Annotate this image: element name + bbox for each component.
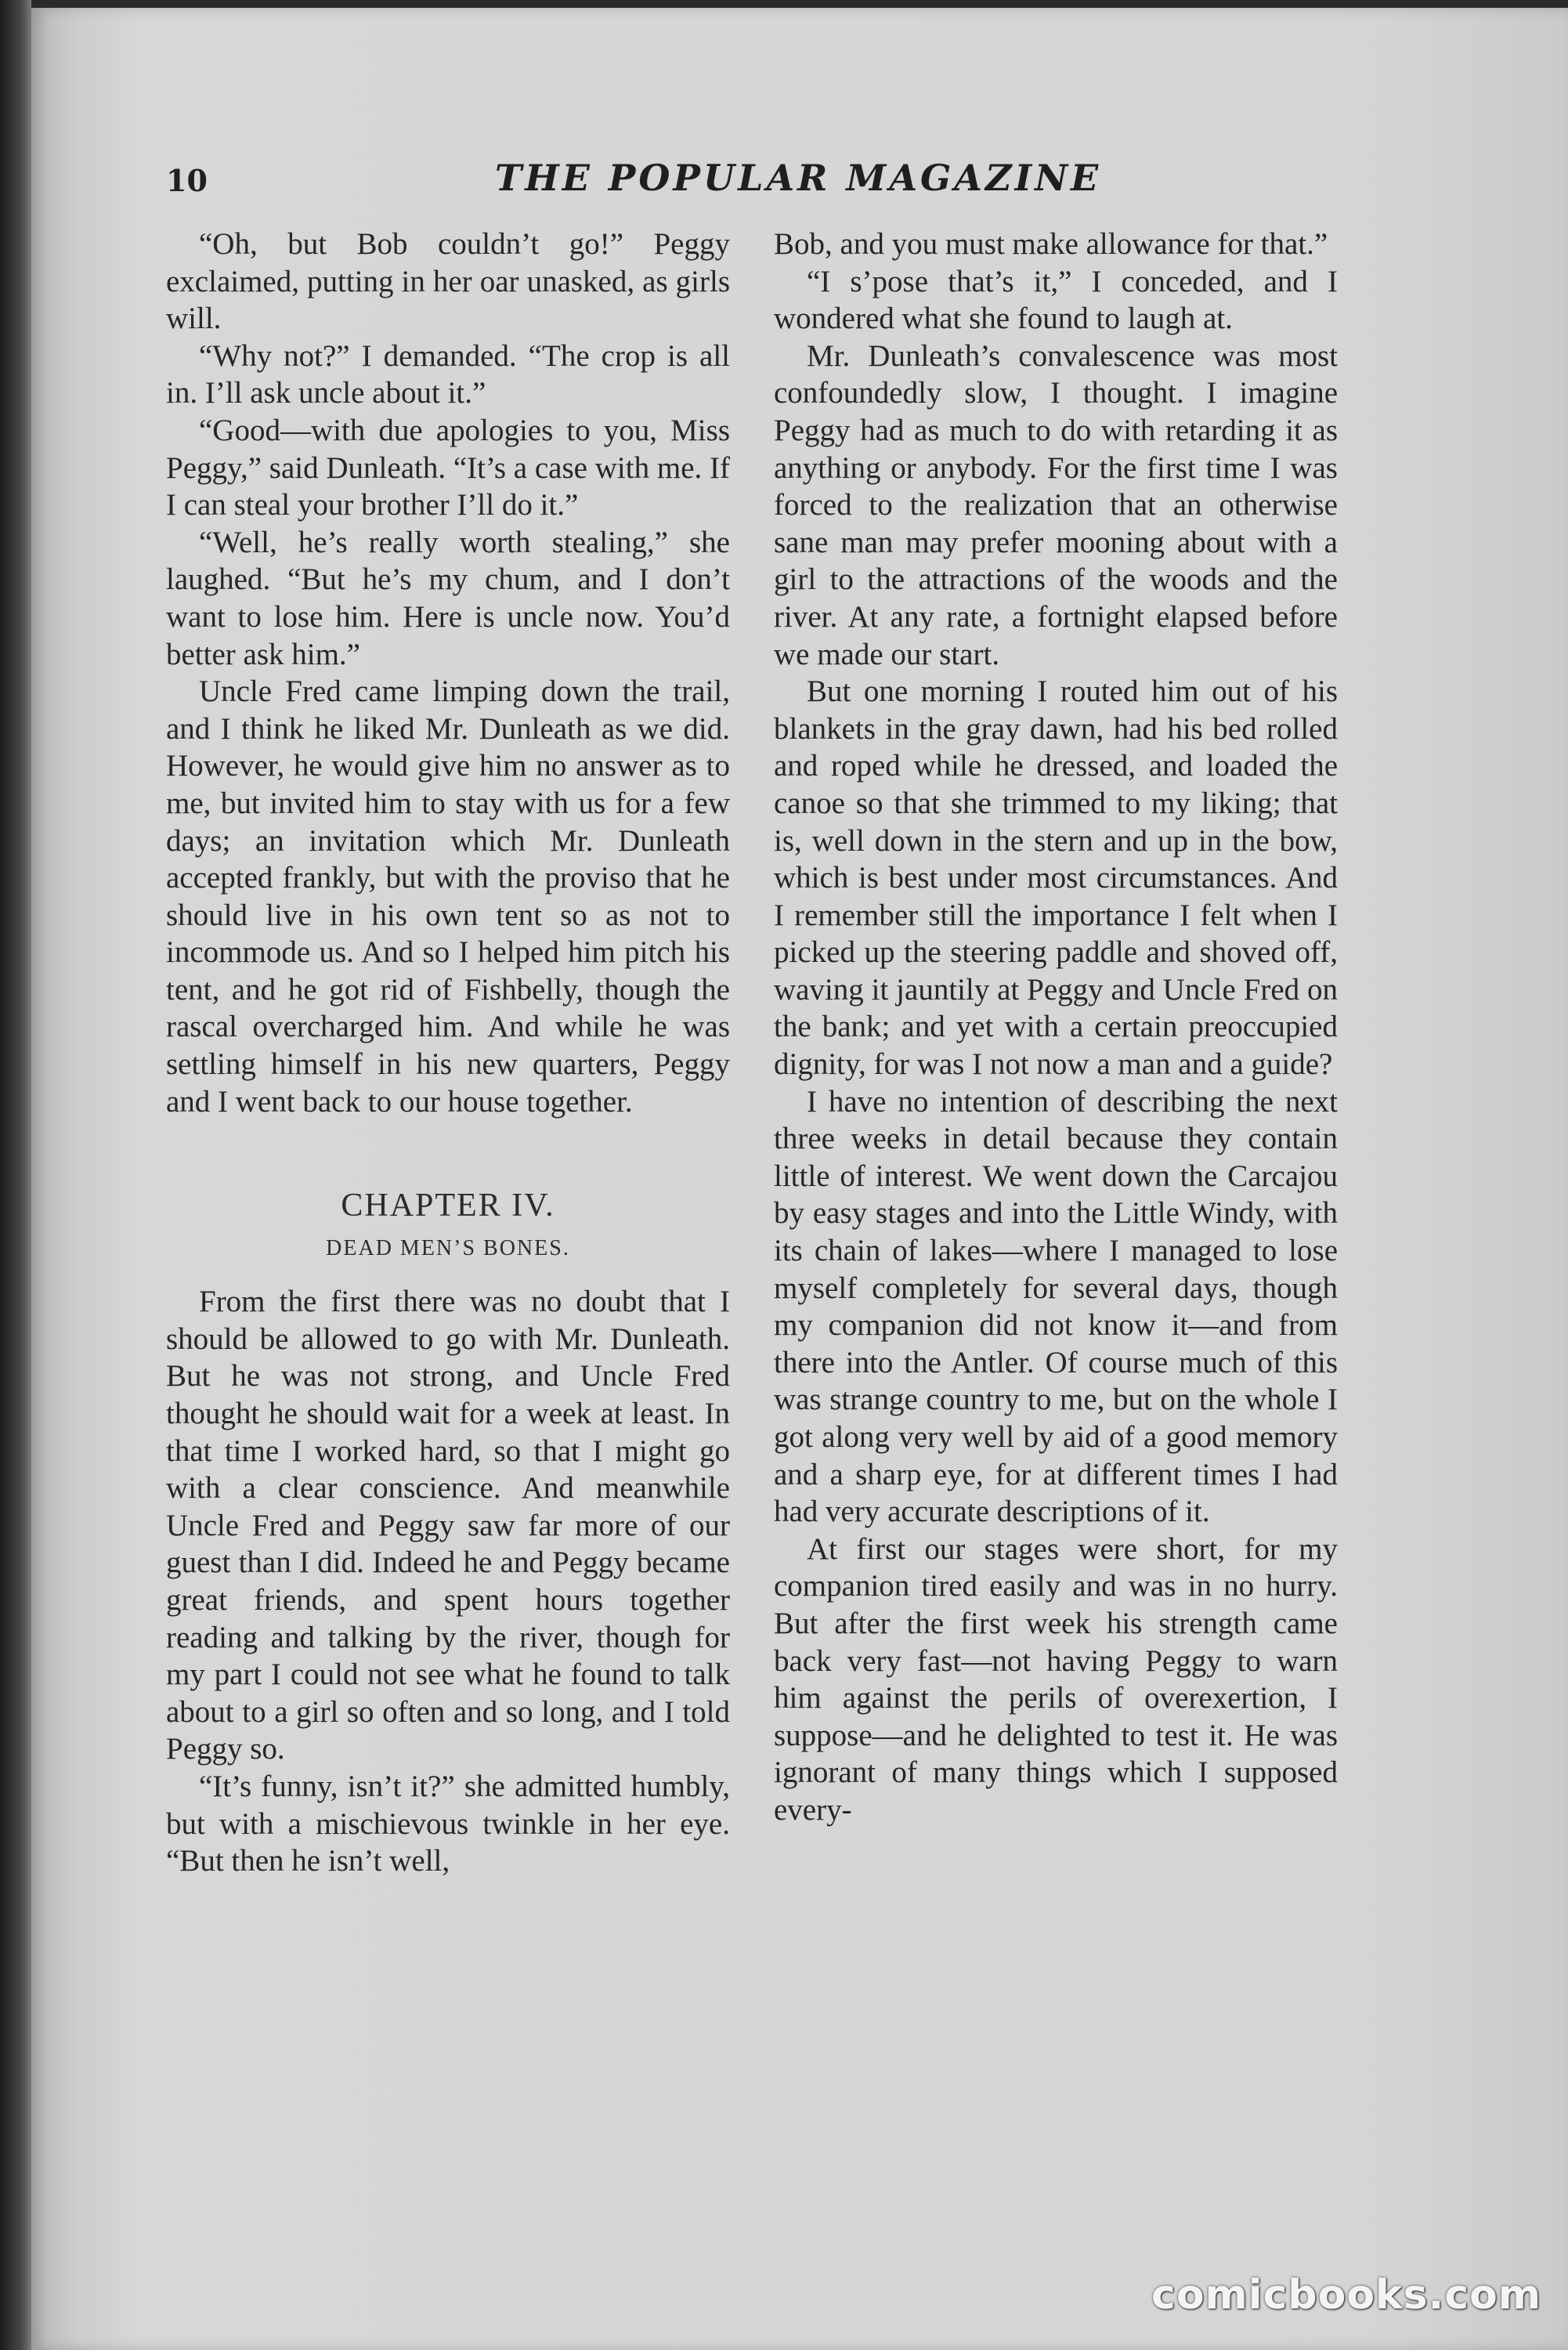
right-column — [774, 226, 1338, 1829]
left-column — [166, 226, 730, 1880]
paragraph: “I s’pose that’s it,” I conceded, and I wondered what she found to laugh at. — [774, 264, 1338, 336]
paragraph: I have no intention of describing the next three weeks in detail because they contain little of interest. We went down the Carcajou by easy stages and into the Little Windy, with its chain of lakes—where I managed to lose myself completely for several days, though my companion did not know it—and from there into the Antler. Of course much of this was strange country to me, but on the whole I got along very well by aid of a good memory and a sharp eye, for at different times I had had very accurate descriptions of it. — [774, 1084, 1338, 1529]
running-title: THE POPULAR MAGAZINE — [495, 157, 1102, 199]
page-header — [166, 157, 1341, 204]
book-spine-shadow — [0, 0, 31, 2350]
paragraph: From the first there was no doubt that I should be allowed to go with Mr. Dunleath. But he was not strong, and Uncle Fred thought he should wait for a week at least. In that time I worked hard, so that I might go with a clear conscience. And meanwhile Uncle Fred and Peggy saw far more of our guest than I did. Indeed he and Peggy became great friends, and spent hours together reading and talking by the river, though for my part I could not see what he found to talk about to a girl so often and so long, and I told Peggy so. — [166, 1285, 730, 1766]
paragraph: Uncle Fred came limping down the trail, and I think he liked Mr. Dunleath as we did. However, he would give him no answer as to me, but invited him to stay with us for a few days; an invitation which Mr. Dunleath accepted frankly, but with the proviso that he should live in his own tent so as not to incommode us. And so I helped him pitch his tent, and he got rid of Fishbelly, though the rascal overcharged him. And while he was settling himself in his new quarters, Peggy and I went back to our house together. — [166, 674, 730, 1119]
paragraph: But one morning I routed him out of his blankets in the gray dawn, had his bed rolled and roped while he dressed, and loaded the canoe so that she trimmed to my liking; that is, well down in the stern and up in the bow, which is best under most circumstances. And I remember still the importance I felt when I picked up the steering paddle and shoved off, waving it jauntily at Peggy and Uncle Fred on the bank; and yet with a certain preoccupied dignity, for was I not now a man and a guide? — [774, 674, 1338, 1082]
chapter-subtitle: DEAD MEN’S BONES. — [326, 1236, 570, 1261]
paragraph: At first our stages were short, for my companion tired easily and was in no hurry. But after the first week his strength came back very fast—not having Peggy to warn him against the perils of overexertion, I suppose—and he delighted to test it. He was ignorant of many things which I supposed every- — [774, 1531, 1338, 1827]
paragraph: “It’s funny, isn’t it?” she admitted humbly, but with a mischievous twinkle in her eye. “But then he isn’t well, — [166, 1769, 730, 1878]
chapter-heading: CHAPTER IV. — [341, 1188, 555, 1224]
paragraph-continuation: Bob, and you must make allowance for that.” — [774, 227, 1328, 261]
watermark: comicbooks.com — [1151, 2272, 1542, 2319]
paragraph: “Good—with due apologies to you, Miss Peggy,” said Dunleath. “It’s a case with me. If I can steal your brother I’ll do it.” — [166, 413, 730, 522]
page-number: 10 — [166, 163, 208, 198]
paragraph: “Oh, but Bob couldn’t go!” Peggy exclaimed, putting in her oar unasked, as girls will. — [166, 227, 730, 336]
paragraph: Mr. Dunleath’s convalescence was most confoundedly slow, I thought. I imagine Peggy had as much to do with retarding it as anything or anybody. For the first time I was forced to the realization that an otherwise sane man may prefer mooning about with a girl to the attractions of the woods and the river. At any rate, a fortnight elapsed before we made our start. — [774, 338, 1338, 671]
paragraph: “Well, he’s really worth stealing,” she laughed. “But he’s my chum, and I don’t want to lose him. Here is uncle now. You’d better ask him.” — [166, 525, 730, 671]
paragraph: “Why not?” I demanded. “The crop is all in. I’ll ask uncle about it.” — [166, 338, 730, 410]
